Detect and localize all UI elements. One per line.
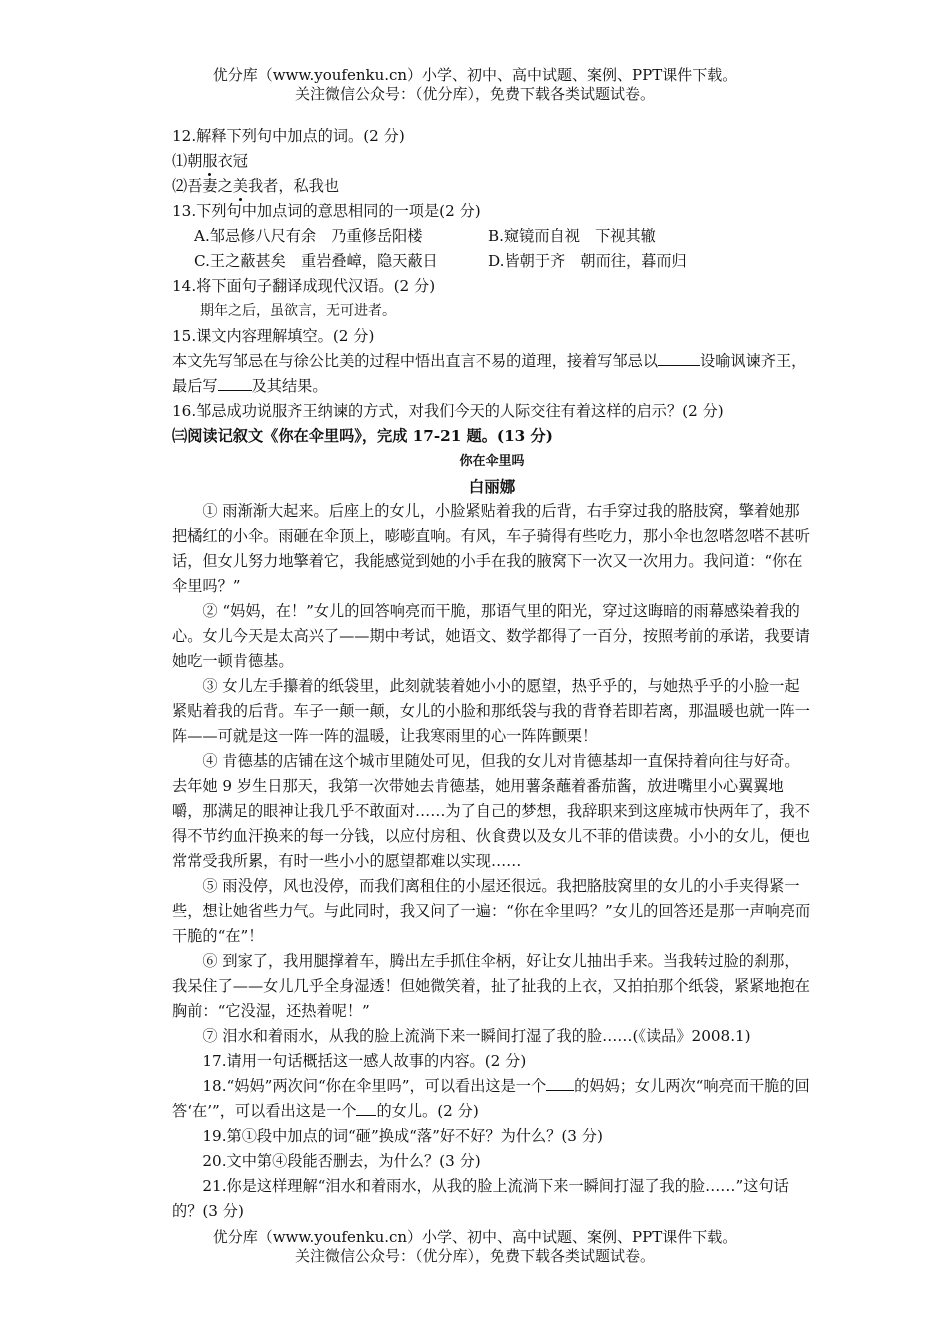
q15-text: 本文先写邹忌在与徐公比美的过程中悟出直言不易的道理，接着写邹忌以 设喻讽谏齐王，最后写 及其结果。 [172,352,807,395]
emphasis-dot-word: 美 [232,177,248,195]
footer-line-2: 关注微信公众号：（优分库），免费下载各类试题试卷。 [294,1247,655,1265]
answer-blank[interactable] [658,351,700,366]
story-paragraph-2: ② “妈妈，在！”女儿的回答响亮而干脆，那语气里的阳光，穿过这晦暗的雨幕感染着我的心。女儿今天是太高兴了——期中考试，她语文、数学都得了一百分，按照考前的承诺，我要请她吃一顿肯德基。 [172,602,810,670]
exam-content [172,124,812,1224]
q13-option-a: A.邹忌修八尺有余 乃重修岳阳楼 [194,227,423,245]
footer-line-1: 优分库（www.youfenku.cn）小学、初中、高中试题、案例、PPT课件下载。 [212,1228,738,1246]
q12-stem: 12.解释下列句中加点的词。(2 分) [172,127,405,145]
q14-sentence: 期年之后，虽欲言，无可进者。 [200,303,396,319]
q15-stem: 15.课文内容理解填空。(2 分) [172,327,375,345]
story-paragraph-1: ① 雨渐渐大起来。后座上的女儿，小脸紧贴着我的后背，右手穿过我的胳肢窝，擎着她那把橘红的小伞。雨砸在伞顶上，嘭嘭直响。有风，车子骑得有些吃力，那小伞也忽嗒忽嗒不甚听话，但女儿努力地擎着它，我能感觉到她的小手在我的腋窝下一次又一次用力。我问道：“你在伞里吗？” [172,502,810,595]
q20-stem: 20.文中第④段能否删去，为什么？(3 分) [202,1152,481,1170]
page-footer [0,1228,950,1266]
story-author: 白丽娜 [468,477,516,496]
q12-item-2: ⑵吾妻之美我者，私我也 [172,177,340,195]
emphasis-dot-word: 服 [202,152,218,170]
q21-stem: 21.你是这样理解“泪水和着雨水，从我的脸上流淌下来一瞬间打湿了我的脸……”这句话的？(3 分) [172,1177,789,1220]
story-paragraph-4: ④ 肯德基的店铺在这个城市里随处可见，但我的女儿对肯德基却一直保持着向往与好奇。去年她 9 岁生日那天，我第一次带她去肯德基，她用薯条蘸着番茄酱，放进嘴里小心翼翼地嚼，那满足的眼神让我几乎不敢面对……为了自己的梦想，我辞职来到这座城市快两年了，我不得不节约血汗换来的每一分钱，以应付房租、伙食费以及女儿不菲的借读费。小小的女儿，便也常常受我所累，有时一些小小的愿望都难以实现…… [172,752,810,870]
story-paragraph-6: ⑥ 到家了，我用腿撑着车，腾出左手抓住伞柄，好让女儿抽出手来。当我转过脸的刹那，我呆住了——女儿几乎全身湿透！但她微笑着，扯了扯我的上衣，又拍拍那个纸袋，紧紧地抱在胸前：“它没湿，还热着呢！” [172,952,810,1020]
q13-stem: 13.下列句中加点词的意思相同的一项是(2 分) [172,202,481,220]
q12-item-1: ⑴朝服衣冠 [172,152,248,170]
q13-options-row-1 [172,224,812,249]
answer-blank[interactable] [218,376,252,391]
section-3-heading: ㈢阅读记叙文《你在伞里吗》，完成 17-21 题。(13 分) [172,427,553,445]
q13-option-c: C.王之蔽甚矣 重岩叠嶂，隐天蔽日 [194,252,438,270]
q13-option-d: D.皆朝于齐 朝而往，暮而归 [488,252,687,270]
story-title: 你在伞里吗 [459,454,525,469]
story-paragraph-3: ③ 女儿左手攥着的纸袋里，此刻就装着她小小的愿望，热乎乎的，与她热乎乎的小脸一起紧贴着我的后背。车子一颠一颠，女儿的小脸和那纸袋与我的背脊若即若离，那温暖也就一阵一阵——可就是这一阵一阵的温暖，让我寒雨里的心一阵阵颤栗！ [172,677,810,745]
q18-text: 18.“妈妈”两次问“你在伞里吗”，可以看出这是一个 的妈妈；女儿两次“响亮而干脆的回答‘在’”，可以看出这是一个 的女儿。(2 分) [172,1077,810,1120]
story-paragraph-7: ⑦ 泪水和着雨水，从我的脸上流淌下来一瞬间打湿了我的脸……(《读品》2008.1) [202,1027,751,1045]
q14-stem: 14.将下面句子翻译成现代汉语。(2 分) [172,277,436,295]
q13-option-b: B.窥镜而自视 下视其辙 [488,227,656,245]
q17-stem: 17.请用一句话概括这一感人故事的内容。(2 分) [202,1052,527,1070]
story-paragraph-5: ⑤ 雨没停，风也没停，而我们离租住的小屋还很远。我把胳肢窝里的女儿的小手夹得紧一些，想让她省些力气。与此同时，我又问了一遍：“你在伞里吗？”女儿的回答还是那一声响亮而干脆的“在”！ [172,877,811,945]
answer-blank[interactable] [356,1101,376,1116]
answer-blank[interactable] [546,1076,574,1091]
page-header [0,66,950,104]
header-line-2: 关注微信公众号：（优分库），免费下载各类试题试卷。 [294,85,655,103]
q19-stem: 19.第①段中加点的词“砸”换成“落”好不好？为什么？(3 分) [202,1127,603,1145]
q13-options-row-2 [172,249,812,274]
header-line-1: 优分库（www.youfenku.cn）小学、初中、高中试题、案例、PPT课件下载。 [212,66,738,84]
q16-stem: 16.邹忌成功说服齐王纳谏的方式，对我们今天的人际交往有着这样的启示？(2 分) [172,402,724,420]
